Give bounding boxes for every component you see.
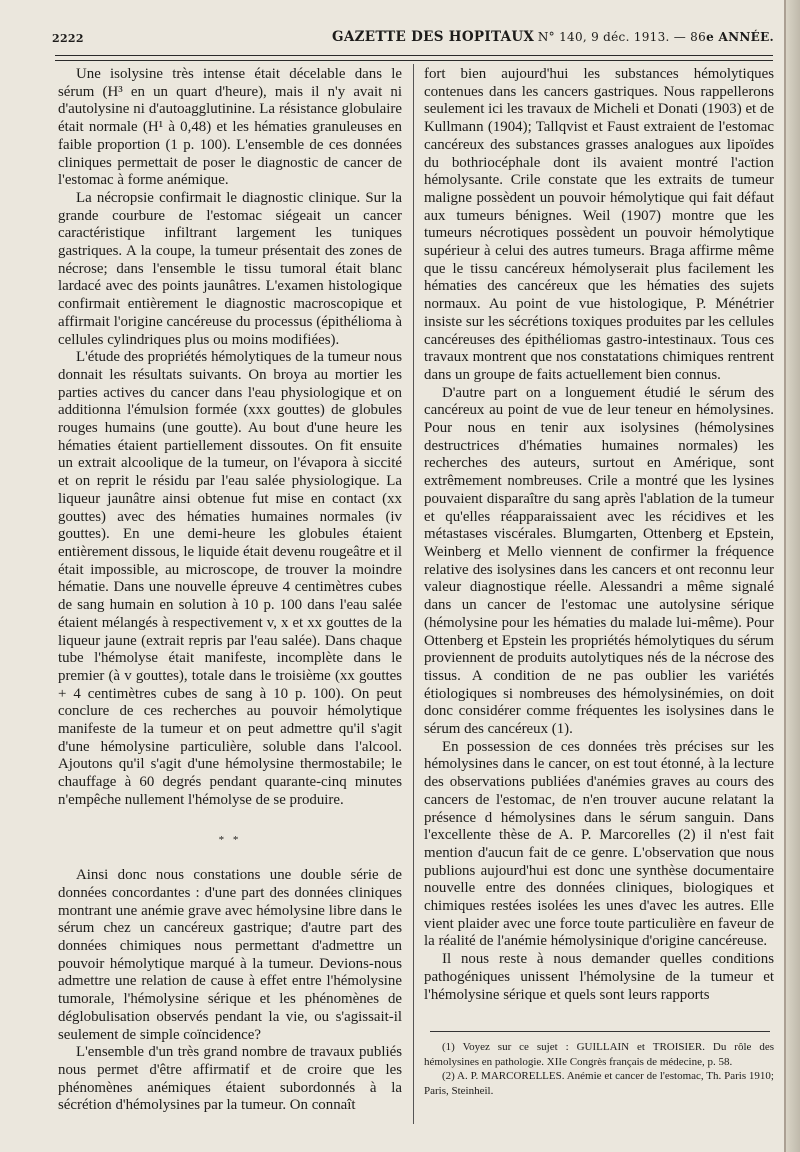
journal-title: GAZETTE DES HOPITAUX xyxy=(332,29,535,45)
paragraph: L'étude des propriétés hémolytiques de la tumeur nous donnait les résultats suivants. On broya au mortier les parties actives du cancer dans l'eau physiologique et on additionna l'émulsion formée (xxx gouttes) de globules rouges humains (une goutte). Au bout d'une heure les hématies étaient partiellement dissoutes. On fit ensuite un extrait alcoolique de la tumeur, on l'évapora à siccité et on reprit le résidu par l'eau salée physiologique. La liqueur jaunâtre ainsi obtenue fut mise en contact (xx gouttes) avec des hématies humaines normales (iv gouttes). En une demi-heure les globules étaient entièrement dissous, le liquide était devenu rougeâtre et il était impossible, au microscope, de trouver la moindre hématie. Dans une nouvelle épreuve 4 centimètres cubes de sang humain en solution à 10 p. 100 dans l'eau salée étaient mélangés à respectivement v, x et xx gouttes de la liqueur jaune (extrait repris par l'eau salée). Dans chaque tube l'hémolyse était manifeste, incomplète dans le premier (à v gouttes), totale dans le troisième (xx gouttes + 4 centimètres cubes de sang à 10 p. 100). On peut conclure de ces recherches au pouvoir hémolytique manifeste de la tumeur et on peut admettre qu'il s'agit d'une hémolysine particulière, soluble dans l'alcool. Ajoutons qu'il s'agit d'une hémolysine thermostabile; le chauffage à 60 degrés pendant quarante-cinq minutes n'empêche nullement l'hémolyse de se produire. xyxy=(58,349,402,808)
margin-mark xyxy=(784,0,786,1152)
footnote: (2) A. P. MARCORELLES. Anémie et cancer de l'estomac, Th. Paris 1910; Paris, Steinheil. xyxy=(424,1070,774,1097)
running-header xyxy=(52,29,782,49)
paragraph: D'autre part on a longuement étudié le sérum des cancéreux au point de vue de leur teneur en hémolysines. Pour nous en tenir aux isolysines (hémolysines destructrices d'hématies humaines normales) les recherches des auteurs, surtout en Amérique, sont extrêmement nombreuses. Crile a montré que les lysines pouvaient disparaître du sang après l'ablation de la tumeur et qu'elles réapparaissaient avec les récidives et les métastases viscérales. Blumgarten, Ottenberg et Epstein, Weinberg et Mello viennent de confirmer la fréquence relative des isolysines dans les cancers et ont reconnu leur valeur diagnostique réelle. Alessandri a même signalé dans un cancer de l'estomac une autolysine sérique (hémolysine pour les hématies du malade lui-même). Pour Ottenberg et Epstein les propriétés hémolytiques du sérum proviennent de produits autolytiques nés de la nécrose des tissus. A condition de ne pas oublier les variétés étiologiques si nombreuses des hémolysinémies, on doit donc considérer comme fréquentes les isolysines dans le sérum des cancéreux (1). xyxy=(424,384,774,738)
issue-info xyxy=(538,30,774,44)
paragraph: En possession de ces données très précises sur les hémolysines dans le cancer, on est tout étonné, à la lecture des observations publiées d'anémies graves au cours des cancers de l'estomac, de n'en trouver aucune relatant la présence d hémolysines dans le sérum sanguin. Dans l'excellente thèse de A. P. Marcorelles (2) il n'est fait mention d'aucun fait de ce genre. L'observation que nous publions aujourd'hui est donc une synthèse documentaire nouvelle entre des données cliniques, biologiques et chimiques restées isolées les unes d'avec les autres. Elle vient plaider avec une force toute particulière en faveur de la réalité de l'anémie hémolysinique d'origine cancéreuse. xyxy=(424,738,774,950)
paragraph: Il nous reste à nous demander quelles conditions pathogéniques unissent l'hémolysine de la tumeur et l'hémolysine sérique et quels sont leurs rapports xyxy=(424,951,774,1003)
footnote: (1) Voyez sur ce sujet : GUILLAIN et TROISIER. Du rôle des hémolysines en pathologie. XIIe Congrès français de médecine, p. 58. xyxy=(424,1041,774,1068)
footnote-rule xyxy=(430,1031,770,1032)
section-separator: * * xyxy=(218,833,242,846)
page-edge-shadow xyxy=(786,0,800,1152)
left-column xyxy=(58,66,402,1115)
page-number: 2222 xyxy=(52,32,84,45)
issue-year: e ANNÉE. xyxy=(706,30,774,44)
header-rule-thin xyxy=(55,60,773,61)
header-rule xyxy=(55,55,773,56)
right-column xyxy=(424,66,774,1098)
paragraph: fort bien aujourd'hui les substances hémolytiques contenues dans les cancers gastriques. Nous rappellerons seulement ici les travaux de Micheli et Donati (1903) et de Kullmann (1904); Tallqvist et Faust extraient de l'estomac cancéreux des substances grasses analogues aux lipoïdes du bothriocéphale dont ils avaient montré l'action hémolysante. Crile constate que les extraits de tumeur maligne possèdent un pouvoir hémolytique qui fait défaut aux tumeurs bénignes. Weil (1907) montre que les tumeurs nécrotiques possèdent un pouvoir hémolytique supérieur à celui des autres tumeurs. Braga affirme même que le tissu cancéreux hémolyserait plus facilement les hématies des cancéreux que les hématies des sujets normaux. Au point de vue histologique, P. Ménétrier insiste sur les sécrétions toxiques produites par les cellules cancéreuses des épithéliomas gastro-intestinaux. Tous ces travaux montrent que nos constatations chimiques rentrent dans un groupe de faits actuellement bien connus. xyxy=(424,66,774,383)
paragraph: La nécropsie confirmait le diagnostic clinique. Sur la grande courbure de l'estomac siégeait un cancer caractéristique infiltrant largement les tuniques gastriques. A la coupe, la tumeur présentait des zones de nécrose; dans l'ensemble le tissu tumoral était blanc lardacé avec des points jaunâtres. L'examen histologique confirmait entièrement le diagnostic macroscopique et affirmait l'origine cancéreuse du processus (épithélioma à cellules cylindriques plus ou moins modifiées). xyxy=(58,189,402,348)
paragraph: Une isolysine très intense était décelable dans le sérum (H³ en un quart d'heure), mais il n'y avait ni d'autolysine ni d'autoagglutinine. La résistance globulaire était normale (H¹ à 0,48) et les hématies granuleuses en faible proportion (1 p. 100). L'ensemble de ces données cliniques permettait de poser le diagnostic de cancer de l'estomac à forme anémique. xyxy=(58,66,402,189)
column-divider xyxy=(413,64,414,1124)
issue-number: N° 140, 9 déc. 1913. — 86 xyxy=(537,30,707,44)
paragraph: Ainsi donc nous constations une double série de données concordantes : d'une part des données cliniques montrant une anémie grave avec hémolysine libre dans le sérum chez un cancéreux gastrique; d'autre part des données chimiques nous permettant d'admettre un pouvoir hémolytique marqué à la tumeur. Devions-nous admettre une relation de cause à effet entre l'hémolysine tumorale, l'hémolysine sérique et les phénomènes de déglobulisation observés pendant la vie, ou s'agissait-il seulement de simple coïncidence? xyxy=(58,867,402,1043)
paragraph: L'ensemble d'un très grand nombre de travaux publiés nous permet d'être affirmatif et de croire que les phénomènes anémiques étaient subordonnés à la sécrétion d'hémolysines par la tumeur. On connaît xyxy=(58,1044,402,1114)
